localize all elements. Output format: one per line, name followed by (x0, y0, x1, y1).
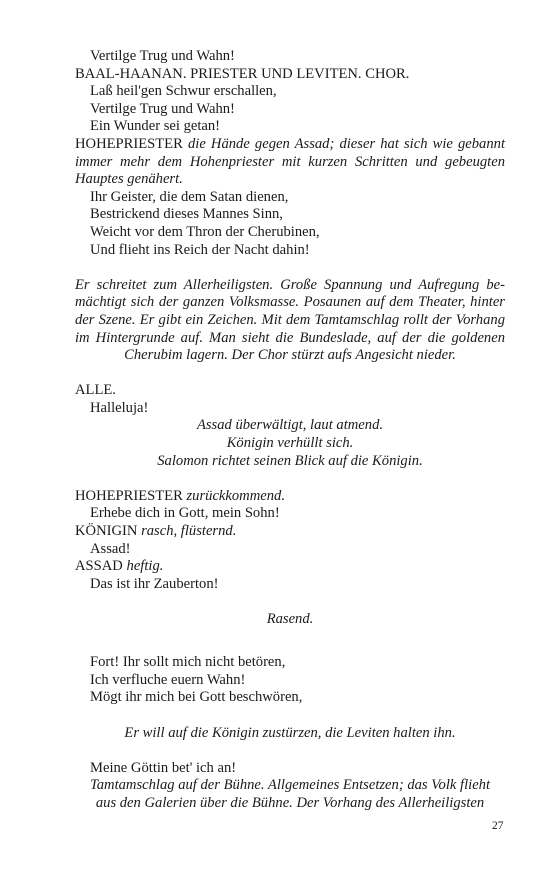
verse-line: Ihr Geister, die dem Satan dienen, (90, 188, 289, 205)
verse-line: Halleluja! (90, 399, 149, 416)
spacer (75, 646, 505, 654)
page-number: 27 (492, 820, 504, 832)
page-body (75, 48, 505, 813)
stage-direction-line: Hauptes genähert. (75, 171, 183, 188)
speaker-name: HOHEPRIESTER (75, 135, 183, 152)
stage-direction-line: Er schreitet zum Allerheiligsten. Große Spannung und Aufregung be- (75, 276, 505, 293)
verse-line: Laß heil'gen Schwur erschallen, (90, 83, 277, 100)
verse-line: Bestrickend dieses Mannes Sinn, (90, 206, 283, 223)
speaker-direction-line (75, 488, 505, 506)
verse-line: Ich verfluche euern Wahn! (90, 671, 246, 688)
speaker-direction-line (75, 523, 505, 541)
stage-direction: zurückkommend. (186, 487, 285, 504)
stage-direction-line: Rasend. (266, 611, 314, 627)
stage-direction-line: Königin verhüllt sich. (226, 435, 354, 452)
stage-direction-line: Salomon richtet seinen Blick auf die Königin. (157, 452, 423, 469)
stage-direction-line: aus den Galerien über die Bühne. Der Vorhang des Allerheiligsten (95, 794, 485, 811)
verse-line: Meine Göttin bet' ich an! (90, 759, 237, 776)
stage-direction-line: Tamtamschlag auf der Bühne. Allgemeines Entsetzen; das Volk flieht (89, 777, 491, 794)
stage-direction: heftig. (126, 558, 164, 575)
spacer (75, 259, 505, 277)
speaker-direction-line (75, 558, 505, 576)
spacer (75, 742, 505, 760)
speaker-name: ASSAD (75, 558, 123, 575)
verse-line: Weicht vor dem Thron der Cherubinen, (90, 223, 320, 240)
speaker-name: HOHEPRIESTER (75, 487, 183, 504)
stage-direction-line: im Hintergrunde auf. Man sieht die Bundeslade, auf der die goldenen (75, 329, 505, 346)
speaker-direction-line (75, 136, 505, 154)
stage-direction-line: mächtigt sich der ganzen Volksmasse. Posaunen auf dem Theater, hinter (75, 294, 505, 311)
speaker-line: ALLE. (75, 382, 116, 399)
speaker-line: BAAL-HAANAN. PRIESTER UND LEVITEN. CHOR. (75, 65, 410, 82)
stage-direction: rasch, flüsternd. (141, 523, 237, 540)
stage-direction-line: Assad überwältigt, laut atmend. (196, 417, 384, 434)
verse-line: Das ist ihr Zauberton! (90, 575, 219, 592)
stage-direction-line: der Szene. Er gibt ein Zeichen. Mit dem Tamtamschlag rollt der Vorhang (75, 311, 505, 328)
verse-line: Mögt ihr mich bei Gott beschwören, (90, 689, 303, 706)
verse-line: Und flieht ins Reich der Nacht dahin! (90, 241, 310, 258)
verse-line: Ein Wunder sei getan! (90, 118, 221, 135)
stage-direction-line: Er will auf die Königin zustürzen, die Leviten halten ihn. (124, 724, 456, 741)
spacer (75, 629, 505, 647)
stage-direction-line: Cherubim lagern. Der Chor stürzt aufs Angesicht nieder. (124, 347, 456, 364)
verse-line: Vertilge Trug und Wahn! (90, 100, 235, 117)
speaker-name: KÖNIGIN (75, 523, 138, 540)
verse-line: Fort! Ihr sollt mich nicht betören, (90, 654, 286, 671)
verse-line: Assad! (90, 540, 131, 557)
spacer (75, 470, 505, 488)
spacer (75, 365, 505, 383)
spacer (75, 707, 505, 725)
stage-direction: die Hände gegen Assad; dieser hat sich wie gebannt (187, 135, 505, 152)
verse-line: Erhebe dich in Gott, mein Sohn! (90, 505, 280, 522)
spacer (75, 593, 505, 611)
stage-direction-line: immer mehr dem Hohenpriester mit kurzen Schritten und gebeugten (75, 153, 505, 170)
verse-line: Vertilge Trug und Wahn! (90, 48, 235, 64)
